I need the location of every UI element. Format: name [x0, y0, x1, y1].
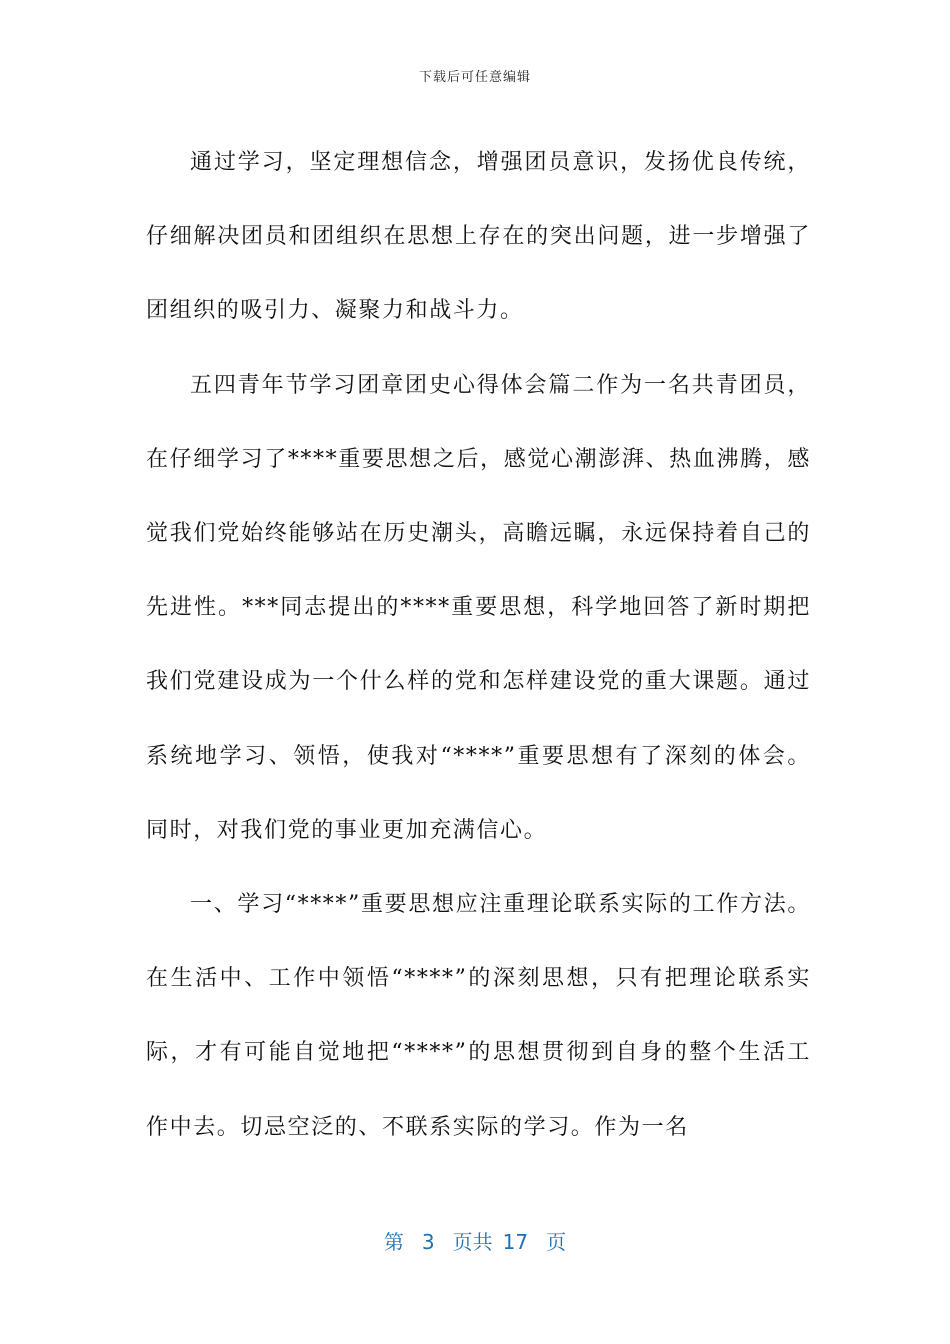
document-body [146, 126, 811, 1165]
footer-suffix: 页 [546, 1230, 567, 1254]
page-header: 下载后可任意编辑 [418, 70, 531, 85]
page-footer [0, 1226, 950, 1255]
footer-prefix: 第 [383, 1230, 404, 1254]
total-page-number: 17 [502, 1230, 529, 1254]
paragraph-2: 五四青年节学习团章团史心得体会篇二作为一名共青团员，在仔细学习了****重要思想之后，感觉心潮澎湃、热血沸腾，感觉我们党始终能够站在历史潮头，高瞻远瞩，永远保持着自己的先进性。***同志提出的****重要思想，科学地回答了新时期把我们党建设成为一个什么样的党和怎样建设党的重大课题。通过系统地学习、领悟，使我对“****”重要思想有了深刻的体会。同时，对我们党的事业更加充满信心。 [146, 372, 811, 843]
paragraph-3: 一、学习“****”重要思想应注重理论联系实际的工作方法。在生活中、工作中领悟“****”的深刻思想，只有把理论联系实际，才有可能自觉地把“****”的思想贯彻到自身的整个生活工作中去。切忌空泛的、不联系实际的学习。作为一名 [146, 892, 811, 1140]
current-page-number: 3 [421, 1230, 435, 1254]
footer-middle: 页共 [452, 1230, 493, 1254]
paragraph-1: 通过学习，坚定理想信念，增强团员意识，发扬优良传统，仔细解决团员和团组织在思想上存在的突出问题，进一步增强了团组织的吸引力、凝聚力和战斗力。 [146, 150, 811, 324]
